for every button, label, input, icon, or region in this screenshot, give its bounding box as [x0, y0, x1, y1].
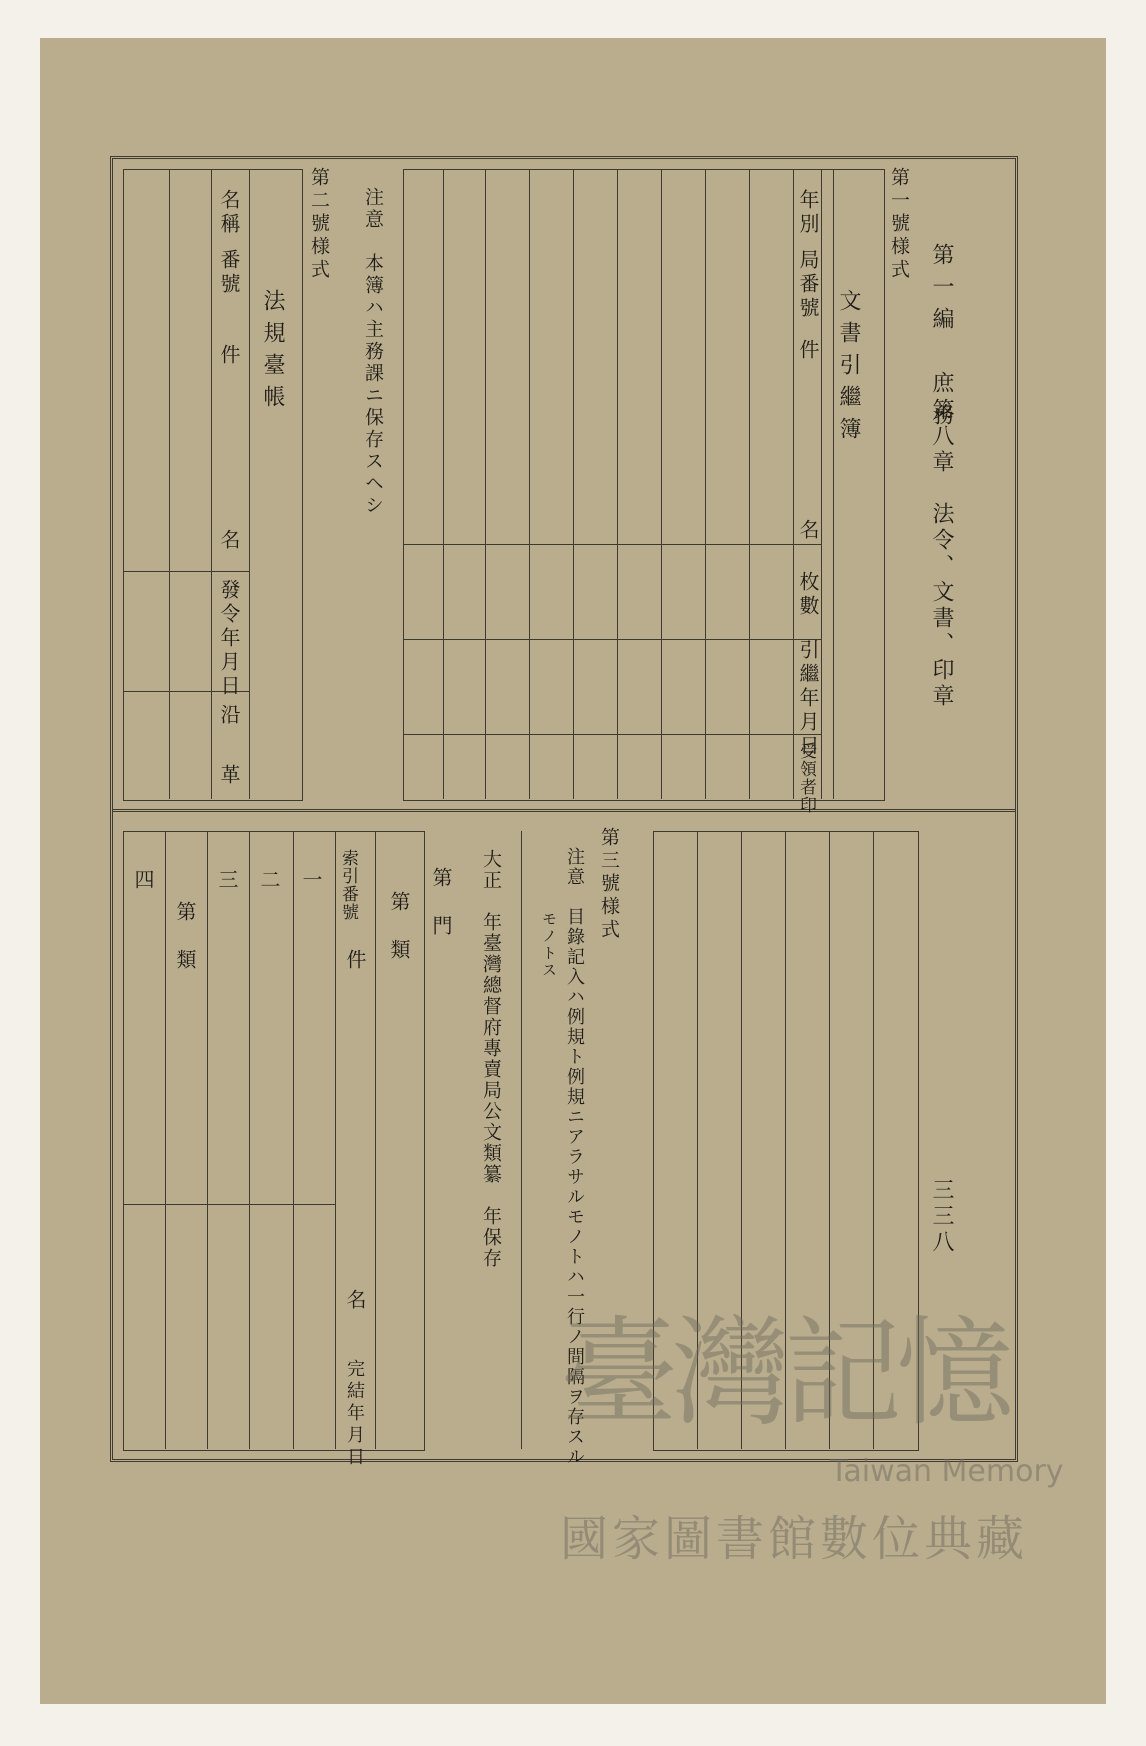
scanned-page: [40, 38, 1106, 1704]
form1-col-seal: 受領者印: [796, 742, 816, 814]
chapter-heading: 第八章 法令、文書、印章: [929, 398, 954, 710]
form3-row-3: 三: [215, 869, 239, 893]
form1-note: 注意 本簿ハ主務課ニ保存スヘシ: [362, 187, 384, 517]
edition-heading: 第一編 庶務: [929, 243, 954, 435]
form3-mon: 第 門: [429, 867, 453, 939]
form3-note-cont: モノトス: [540, 911, 558, 979]
form2-col-name-top: 名稱: [217, 189, 241, 237]
form3-table: [123, 831, 425, 1451]
form3-note: 注意 目錄記入ハ例規ト例規ニアラサルモノトハ一行ノ間隔ヲ存スル: [564, 847, 585, 1467]
middle-divider: [113, 809, 1015, 812]
form2-title: 法規臺帳: [260, 289, 285, 417]
page-number: 三三八: [929, 1178, 954, 1256]
form2-col-mei: 名: [217, 529, 241, 553]
form3-heading-rule: [521, 831, 522, 1449]
form3-rui-2: 第 類: [173, 901, 197, 973]
watermark-english: Taiwan Memory: [830, 1454, 1064, 1489]
watermark-logo: 臺灣記憶: [560, 1304, 1009, 1442]
form3-ken: 件: [343, 949, 367, 973]
form2-col-number: 番號: [217, 249, 241, 297]
form2-col-issued-date: 發令年月日: [217, 579, 241, 699]
form2-col-kaku: 革: [217, 764, 241, 788]
form1-col-bureau-no: 局番號: [796, 249, 820, 321]
form3-index-head: 索引番號: [338, 849, 358, 921]
form1-col-year: 年別: [796, 189, 820, 237]
form2-label: 第二號様式: [308, 167, 330, 282]
form1-col-ken: 件: [796, 339, 820, 363]
forms-frame: [110, 156, 1018, 1469]
form2-col-ken: 件: [217, 344, 241, 368]
form3-rui: 第 類: [387, 891, 411, 963]
form3-row-2: 二: [257, 869, 281, 893]
form3-kanketsu: 完結年月日: [344, 1359, 365, 1469]
form1-col-sheets: 枚數: [796, 571, 820, 619]
watermark-library: 國家圖書館數位典藏: [560, 1511, 1029, 1567]
form2-table: [123, 169, 303, 801]
form1-col-mei: 名: [796, 519, 820, 543]
form1-col-date: 引繼年月日: [796, 639, 820, 759]
form3-heading: 大正 年臺灣總督府專賣局公文類纂 年保存: [480, 849, 502, 1269]
form3-label: 第三號様式: [598, 827, 620, 942]
form2-col-en: 沿: [217, 704, 241, 728]
form3-mei: 名: [343, 1289, 367, 1313]
form3-row-4: 四: [131, 869, 155, 893]
form1-label: 第一號様式: [888, 167, 910, 282]
form1-title: 文書引繼簿: [836, 289, 861, 449]
form3-row-1: 一: [299, 869, 323, 893]
